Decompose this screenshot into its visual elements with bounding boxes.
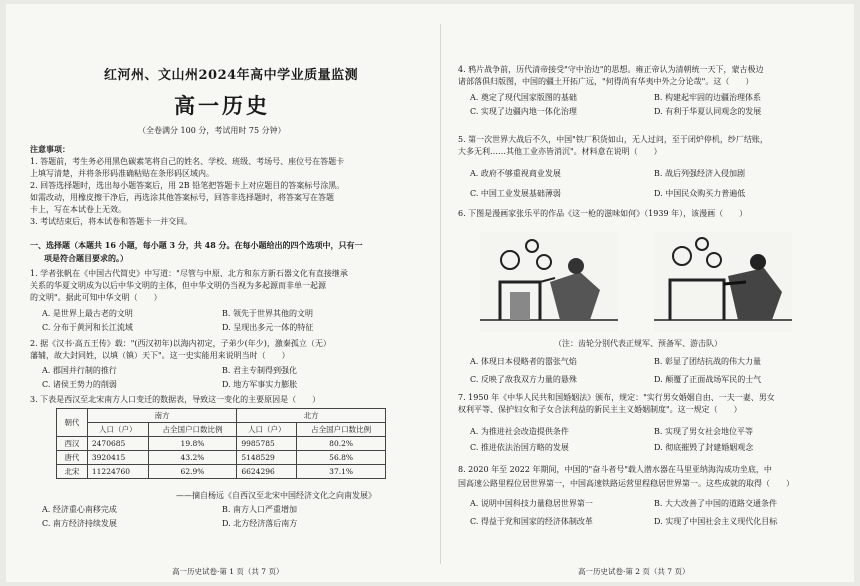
table-header-dynasty: 朝代 [57, 409, 88, 437]
cartoon-panel-right [654, 232, 792, 332]
table-cell: 80.2% [297, 437, 386, 451]
table-header-north: 北方 [237, 409, 386, 423]
table-header-ratio: 占全国户口数比例 [297, 423, 386, 437]
table-row [57, 465, 386, 479]
q3-option-b: B. 南方人口严重增加 [222, 505, 297, 514]
q7-option-c: C. 推进依法治国方略的发展 [470, 443, 569, 452]
table-header-ratio: 占全国户口数比例 [148, 423, 237, 437]
q8-option-c: C. 得益于党和国家的经济体制改革 [470, 517, 593, 526]
cartoon-panel-left [480, 232, 618, 332]
notice-line: 卡上，写在本试卷上无效。 [30, 205, 126, 214]
q5-stem: 5. 第一次世界大战后不久，中国"铁厂积货如山，无人过问，至于闭炉停机，纱厂结账， [458, 135, 768, 144]
q1-option-d: D. 呈现出多元一体的特征 [222, 323, 314, 332]
q5-option-d: D. 中国民众购买力普遍低 [654, 189, 746, 198]
notice-line: 2. 回答选择题时，选出每小题答案后，用 2B 铅笔把答题卡上对应题目的答案标号涂黑。 [30, 181, 345, 190]
section-heading: 一、选择题（本题共 16 小题，每小题 3 分，共 48 分。在每小题给出的四个选项中，只有一 [30, 240, 363, 250]
q2-option-a: A. 郡国并行制的推行 [42, 366, 117, 375]
q8-stem: 8. 2020 年至 2022 年期间，中国的"奋斗者号"载人潜水器在马里亚纳海沟成功坐底，中 [458, 465, 772, 474]
q4-stem: 4. 鸦片战争前，历代清帝接受"守中治边"的思想。雍正帝认为清朝统一天下，蒙古极边 [458, 65, 764, 74]
q6-option-d: D. 颠覆了正面战场军民的士气 [654, 375, 762, 384]
table-cell: 西汉 [57, 437, 88, 451]
q7-option-d: D. 彻底摧毁了封建婚姻观念 [654, 443, 754, 452]
q5-stem: 大多无利……其他工业亦皆消沉"。材料意在说明（ ） [458, 147, 662, 156]
q6-caption: （注：齿轮分别代表正规军、预备军、游击队） [554, 339, 722, 348]
page-footer-right: 高一历史试卷·第 2 页（共 7 页） [578, 567, 690, 576]
table-cell: 37.1% [297, 465, 386, 479]
q8-stem: 国高速公路里程位居世界第一，中国高速铁路运营里程稳居世界第一。这些成就的取得（ ） [458, 479, 794, 488]
table-cell: 56.8% [297, 451, 386, 465]
table-row [57, 437, 386, 451]
table-cell: 6624296 [237, 465, 297, 479]
page-footer-left: 高一历史试卷·第 1 页（共 7 页） [172, 567, 284, 576]
table-cell: 62.9% [148, 465, 237, 479]
q1-stem: 的文明"。据此可知中华文明（ ） [30, 293, 162, 302]
q4-option-d: D. 有利于华夏认同观念的发展 [654, 107, 762, 116]
table-cell: 3920415 [87, 451, 148, 465]
table-cell: 9985785 [237, 437, 297, 451]
q4-stem: 诸部落俱归版图，中国的疆土开拓广远，"何得尚有华夷中外之分论哉"。这（ ） [458, 77, 754, 86]
q4-option-b: B. 构建起牢固的边疆治理体系 [654, 93, 761, 102]
table-cell: 唐代 [57, 451, 88, 465]
q5-option-c: C. 中国工业发展基础薄弱 [470, 189, 561, 198]
q1-stem: 关系的华夏文明成为以后中华文明的主体，但中华文明仍当视为多起源而非单一起源 [30, 281, 326, 290]
q2-option-d: D. 地方军事实力膨胀 [222, 380, 298, 389]
q2-option-c: C. 诸侯王势力的削弱 [42, 380, 117, 389]
q3-option-d: D. 北方经济落后南方 [222, 519, 298, 528]
table-header-pop: 人口（户） [237, 423, 297, 437]
population-table [56, 408, 386, 479]
q8-option-a: A. 说明中国科技力量稳居世界第一 [470, 499, 593, 508]
table-header-pop: 人口（户） [87, 423, 148, 437]
table-row [57, 451, 386, 465]
q3-option-c: C. 南方经济持续发展 [42, 519, 117, 528]
q8-option-b: B. 大大改善了中国的道路交通条件 [654, 499, 777, 508]
table-cell: 43.2% [148, 451, 237, 465]
page-divider [440, 24, 441, 564]
q3-source: ——摘自杨远《自西汉至北宋中国经济文化之向南发展》 [176, 491, 376, 500]
q3-option-a: A. 经济重心南移完成 [42, 505, 117, 514]
q7-stem: 7. 1950 年《中华人民共和国婚姻法》颁布，规定："实行男女婚姻自由、一夫一妻、男女 [458, 393, 775, 402]
table-cell: 5148529 [237, 451, 297, 465]
q1-option-a: A. 是世界上最古老的文明 [42, 309, 133, 318]
q2-stem: 2. 据《汉书·高五王传》载："(西汉初年)以海内初定，子弟少(年少)，激秦孤立（无） [30, 339, 331, 348]
notice-line: 3. 考试结束后，将本试卷和答题卡一并交回。 [30, 217, 193, 226]
q6-option-b: B. 彰显了团结抗战的伟大力量 [654, 357, 761, 366]
exam-title: 红河州、文山州2024年高中学业质量监测 [104, 68, 359, 83]
q2-option-b: B. 君主专制得到强化 [222, 366, 297, 375]
table-header-south: 南方 [87, 409, 236, 423]
q1-stem: 1. 学者张帆在《中国古代简史》中写道："尽管与中原、北方和东方新石器文化有直接继承 [30, 269, 348, 278]
right-page [458, 4, 838, 582]
table-cell: 北宋 [57, 465, 88, 479]
exam-subtitle: （全卷满分 100 分，考试用时 75 分钟） [138, 126, 286, 135]
q7-option-a: A. 为推进社会改造提供条件 [470, 427, 569, 436]
notice-heading: 注意事项： [30, 144, 70, 154]
notice-line: 上填写清楚，并将条形码准确粘贴在条形码区域内。 [30, 169, 214, 178]
notice-line: 如需改动，用橡皮擦干净后，再选涂其他答案标号，回答非选择题时，将答案写在答题 [30, 193, 334, 202]
q8-option-d: D. 实现了中国社会主义现代化目标 [654, 517, 778, 526]
q7-stem: 权利平等、保护妇女和子女合法利益的新民主主义婚姻制度"。这一规定（ ） [458, 405, 742, 414]
q3-stem: 3. 下表是西汉至北宋南方人口变迁的数据表，导致这一变化的主要原因是（ ） [30, 395, 321, 404]
table-cell: 11224760 [87, 465, 148, 479]
q1-option-b: B. 领先于世界其他的文明 [222, 309, 313, 318]
table-cell: 19.8% [148, 437, 237, 451]
q6-option-a: A. 体现日本侵略者的嚣张气焰 [470, 357, 577, 366]
q1-option-c: C. 分布于黄河和长江流域 [42, 323, 133, 332]
exam-sheet [6, 4, 854, 582]
q2-stem: 藩辅，故大封同姓，以填（镇）天下"。这一史实能用来说明当时（ ） [30, 351, 290, 360]
section-heading-cont: 项是符合题目要求的。） [44, 253, 128, 263]
q7-option-b: B. 实现了男女社会地位平等 [654, 427, 753, 436]
q5-option-a: A. 政府不够重视商业发展 [470, 169, 561, 178]
q6-option-c: C. 反映了敌我双方力量的悬殊 [470, 375, 577, 384]
subject-title: 高一历史 [174, 93, 270, 118]
q5-option-b: B. 战后列强经济入侵加剧 [654, 169, 745, 178]
q4-option-a: A. 奠定了现代国家版图的基础 [470, 93, 577, 102]
q6-stem: 6. 下图是漫画家张乐平的作品《这一枪的滋味如何》（1939 年），该漫画（ ） [458, 209, 748, 218]
q4-option-c: C. 实现了边疆内地一体化治理 [470, 107, 577, 116]
notice-line: 1. 答题前，考生务必用黑色碳素笔将自己的姓名、学校、班级、考场号、座位号在答题卡 [30, 157, 345, 166]
table-cell: 2470685 [87, 437, 148, 451]
left-page [26, 4, 426, 582]
